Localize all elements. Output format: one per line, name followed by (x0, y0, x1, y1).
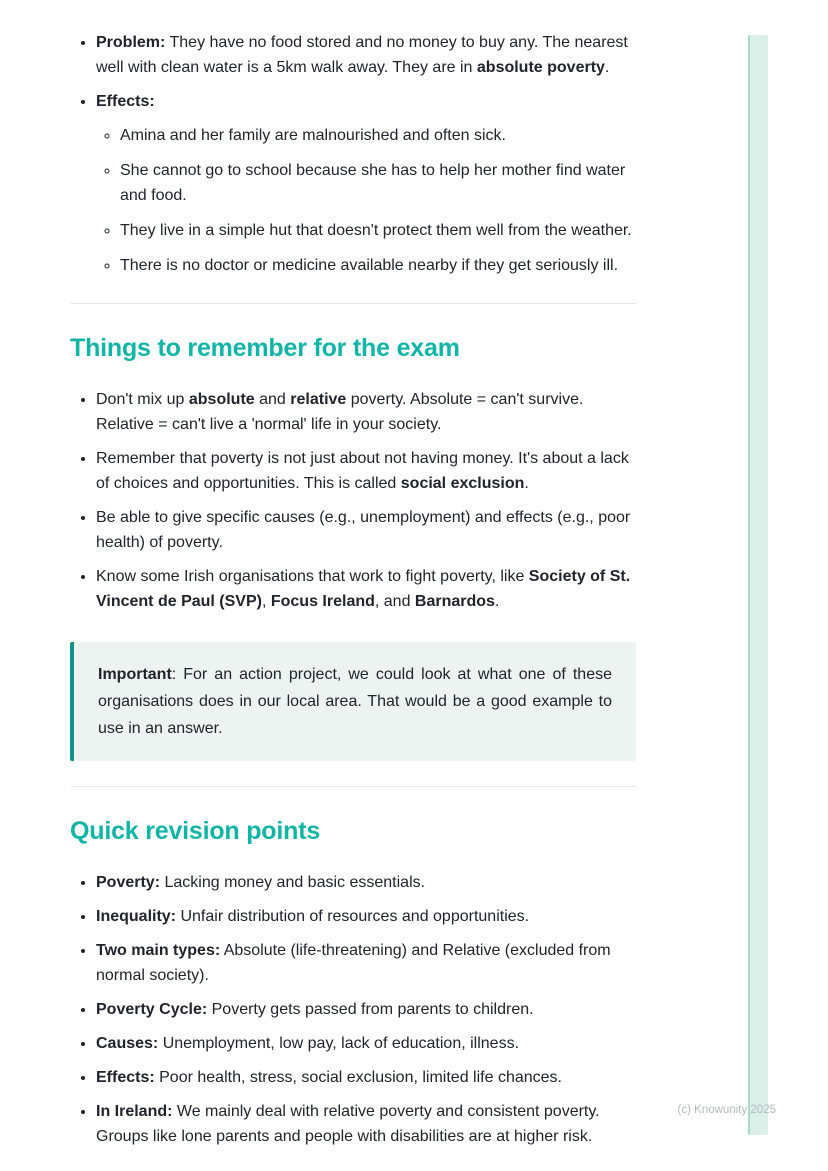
bullet-text: Effects: (96, 93, 155, 110)
bullet-item: • Remember that poverty is not just about not having money. It's about a lack of choices and opportunities. This is called social exclusion. (96, 446, 636, 496)
sub-bullet-item: ◦ They live in a simple hut that doesn't protect them well from the weather. (120, 218, 636, 243)
bullet-item: • In Ireland: We mainly deal with relative poverty and consistent poverty. Groups like lone parents and people with disabilities are at higher risk. (96, 1099, 636, 1149)
bullet-item: • Causes: Unemployment, low pay, lack of education, illness. (96, 1031, 636, 1056)
document-content (70, 30, 636, 1158)
effects-sublist (96, 123, 636, 278)
bullet-item: • Problem: They have no food stored and no money to buy any. The nearest well with clean water is a 5km walk away. They are in absolute poverty. (96, 30, 636, 80)
sub-bullet-item: ◦ Amina and her family are malnourished and often sick. (120, 123, 636, 148)
bullet-item: • Poverty: Lacking money and basic essentials. (96, 870, 636, 895)
bullet-item: • Know some Irish organisations that work to fight poverty, like Society of St. Vincent de Paul (SVP), Focus Ireland, and Barnardos. (96, 564, 636, 614)
sub-bullet-item: ◦ There is no doctor or medicine available nearby if they get seriously ill. (120, 253, 636, 278)
bullet-item (96, 89, 636, 278)
copyright-watermark: (c) Knowunity 2025 (677, 1104, 776, 1116)
bullet-item: • Be able to give specific causes (e.g., unemployment) and effects (e.g., poor health) of poverty. (96, 505, 636, 555)
callout-text: Important: For an action project, we could look at what one of these organisations does in our local area. That would be a good example to use in an answer. (98, 666, 612, 737)
bullet-item: • Poverty Cycle: Poverty gets passed from parents to children. (96, 997, 636, 1022)
section-divider (70, 303, 636, 304)
exam-list (70, 387, 636, 614)
intro-list (70, 30, 636, 278)
bullet-item: • Don't mix up absolute and relative poverty. Absolute = can't survive. Relative = can't live a 'normal' life in your society. (96, 387, 636, 437)
sub-bullet-item: ◦ She cannot go to school because she has to help her mother find water and food. (120, 158, 636, 208)
section-divider (70, 786, 636, 787)
bullet-item: • Inequality: Unfair distribution of resources and opportunities. (96, 904, 636, 929)
important-callout (70, 642, 636, 761)
page-edge-bar (748, 35, 768, 1135)
bullet-item: • Effects: Poor health, stress, social exclusion, limited life chances. (96, 1065, 636, 1090)
revision-list (70, 870, 636, 1149)
bullet-item: • Two main types: Absolute (life-threatening) and Relative (excluded from normal society). (96, 938, 636, 988)
revision-section-title: Quick revision points (70, 817, 321, 845)
exam-section-title: Things to remember for the exam (70, 334, 460, 362)
